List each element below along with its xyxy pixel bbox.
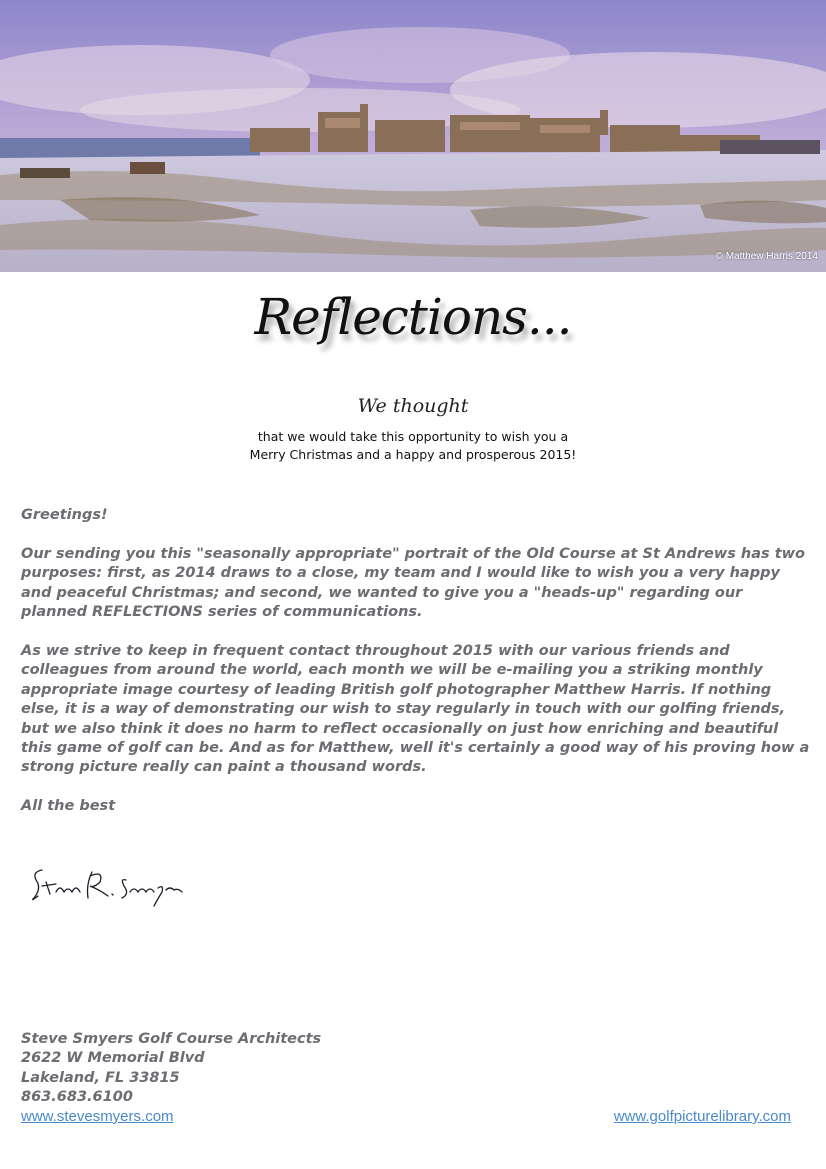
company-name: Steve Smyers Golf Course Architects — [21, 1031, 322, 1047]
city-state-zip: Lakeland, FL 33815 — [21, 1069, 180, 1086]
handwritten-signature-image — [28, 858, 188, 908]
paragraph-1-text: Our sending you this "seasonally appropriate" portrait of the Old Course at St Andrews has two purposes: first, as 2014 draws to a close, my team and I would like to wish you a very happy and peaceful Christmas; and second, we wanted to give you a "heads-up" regarding our planned REFLECTIONS series of communications. — [21, 546, 805, 621]
letter-paragraph-2 — [21, 642, 811, 778]
reflections-title: Reflections... — [254, 288, 572, 346]
golfpicturelibrary-link[interactable]: www.golfpicturelibrary.com — [613, 1108, 791, 1125]
street-address: 2622 W Memorial Blvd — [21, 1050, 205, 1067]
paragraph-2-text: As we strive to keep in frequent contact throughout 2015 with our various friends and colleagues from around the world, each month we will be e-mailing you a striking monthly appropriate image courtesy of leading British golf photographer Matthew Harris. If nothing else, it is a way of demonstrating our wish to stay regularly in touch with our golfing friends, but we also think it does no harm to reflect occasionally on just how enriching and beautiful this game of golf can be. And as for Matthew, well it's certainly a good way of his proving how a strong picture really can paint a thousand words. — [21, 643, 810, 776]
we-thought-script: We thought — [357, 395, 469, 417]
hero-photo — [0, 0, 826, 272]
greeting-line: Greetings! — [21, 507, 108, 523]
phone-number: 863.683.6100 — [21, 1089, 133, 1106]
intro-line: Merry Christmas and a happy and prosperous 2015! — [249, 447, 577, 462]
stevesmyers-link[interactable]: www.stevesmyers.com — [21, 1108, 174, 1125]
letter-greeting — [21, 506, 811, 525]
greeting-intro — [0, 428, 826, 464]
signature — [28, 858, 188, 912]
letter-closing — [21, 797, 811, 816]
letter-paragraph-1 — [21, 545, 811, 623]
closing-line: All the best — [21, 798, 116, 814]
photo-credit: © Matthew Harris 2014 — [715, 251, 818, 262]
intro-line: that we would take this opportunity to wish you a — [257, 429, 569, 444]
old-course-landscape-image — [0, 0, 826, 272]
address-block — [21, 1030, 321, 1108]
